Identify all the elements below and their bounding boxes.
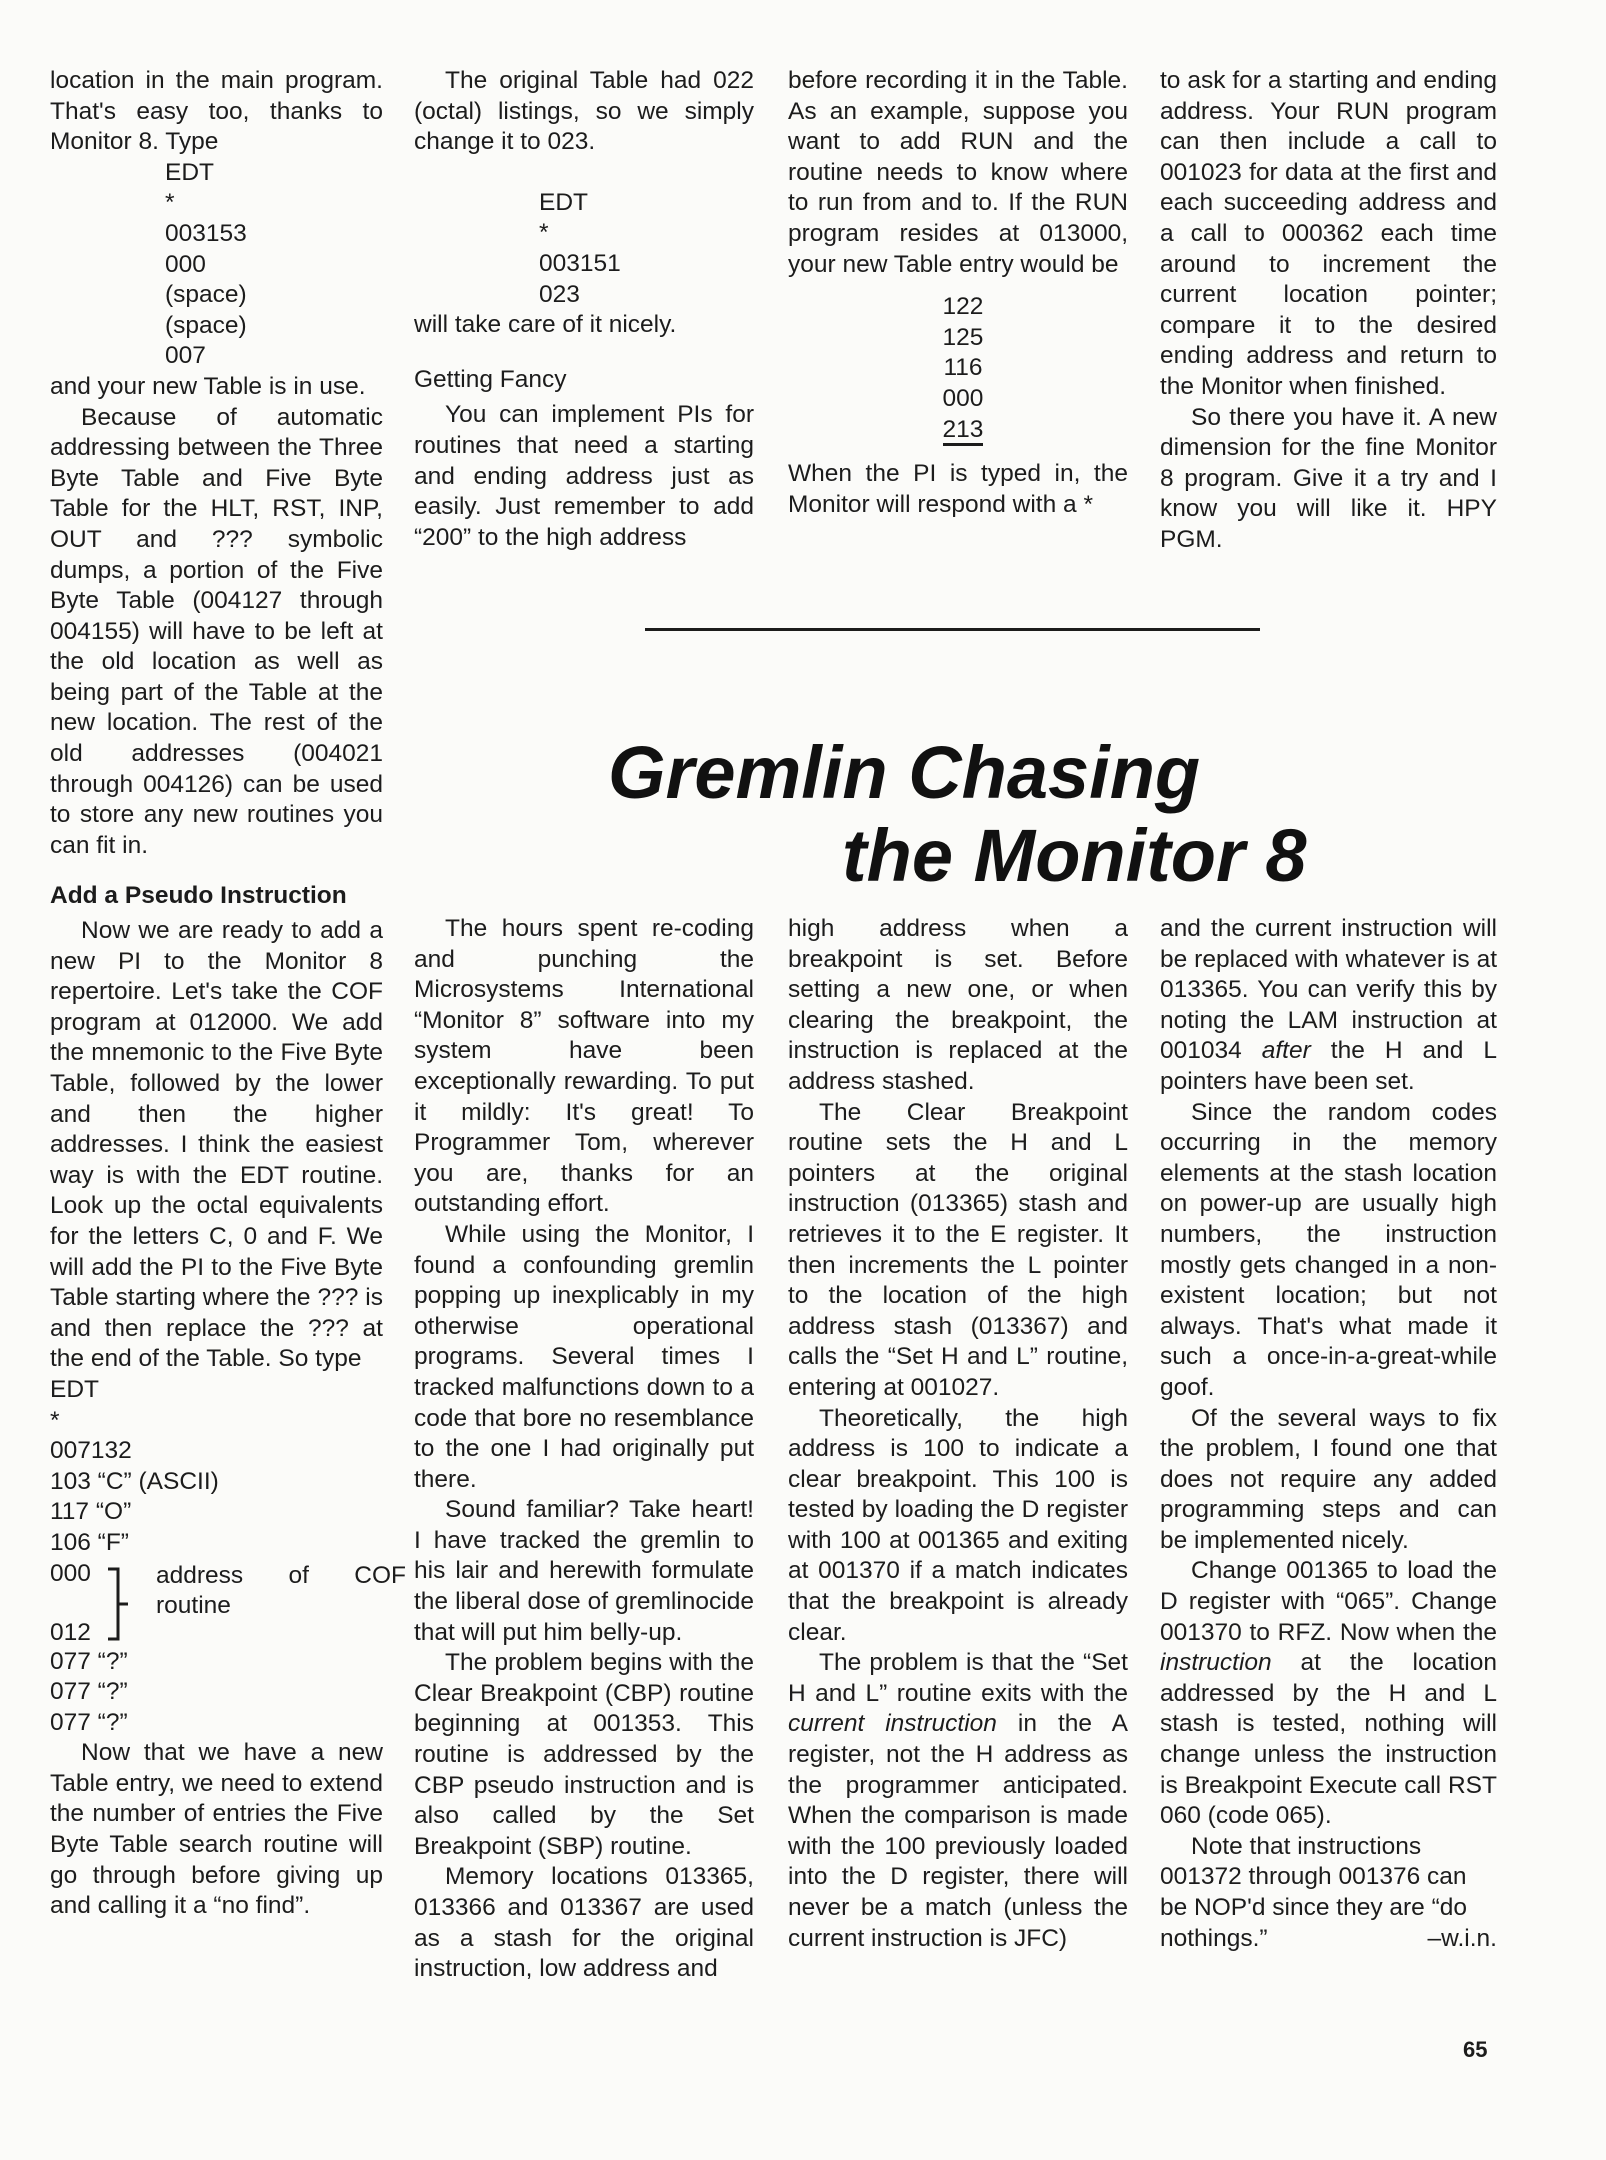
code-block bbox=[50, 1647, 383, 1739]
article-column-3 bbox=[788, 914, 1128, 1954]
text-run: Change 001365 to load the D register with “065”. Change 001370 to RFZ. Now when the bbox=[1160, 1557, 1497, 1646]
author-signature: –w.i.n. bbox=[1427, 1924, 1497, 1952]
code-line: 000 bbox=[165, 250, 206, 278]
code-block bbox=[50, 158, 383, 372]
code-line: 106 “F” bbox=[50, 1528, 129, 1556]
code-line: EDT bbox=[539, 188, 588, 216]
code-line: * bbox=[50, 1406, 60, 1434]
paragraph: When the PI is typed in, the Monitor will respond with a * bbox=[788, 460, 1128, 518]
paragraph: Because of automatic addressing between the Three Byte Table and Five Byte Table for the HLT, RST, INP, OUT and ??? symbolic dumps, a portion of the Five Byte Table (004127 through 004155) will have to be left at the old location as well as being part of the Table at the new location. The rest of the old addresses (004021 through 004126) can be used to store any new routines you can fit in. bbox=[50, 403, 383, 859]
paragraph: Since the random codes occurring in the memory elements at the stash location on power-up are usually high numbers, the instruction mostly gets changed in a non-existent location; but not always. That's what made it such a once-in-a-great-while goof. bbox=[1160, 1098, 1497, 1401]
section-divider bbox=[645, 628, 1260, 631]
article-column-4 bbox=[1160, 914, 1497, 1954]
paragraph: to ask for a starting and ending address. Your RUN program can then include a call to 001023 for data at the first and each succeeding address and a call to 000362 each time around to increment the current location pointer; compare it to the desired ending address and return to the Monitor when finished. bbox=[1160, 67, 1497, 400]
code-block bbox=[50, 1375, 383, 1559]
paragraph: high address when a breakpoint is set. Before setting a new one, or when clearing the breakpoint, the instruction is replaced at the address stashed. bbox=[788, 915, 1128, 1095]
text-run: Note that instructions 001372 through 001376 can be NOP'd since they are “do nothings.” bbox=[1160, 1832, 1468, 1952]
top-column-2 bbox=[414, 66, 754, 553]
article-title-line-2: the Monitor 8 bbox=[842, 814, 1307, 897]
code-line: 003153 bbox=[165, 219, 247, 247]
paragraph: The hours spent re-coding and punching the Microsystems International “Monitor 8” software into my system have been exceptionally rewarding. To put it mildly: It's great! To Programmer Tom, wherever you are, thanks for an outstanding effort. bbox=[414, 915, 754, 1218]
code-block bbox=[788, 292, 993, 445]
code-line: 117 “O” bbox=[50, 1498, 132, 1526]
address-bracket bbox=[50, 1559, 406, 1647]
code-line: 122 bbox=[942, 293, 984, 321]
paragraph: Now we are ready to add a new PI to the Monitor 8 repertoire. Let's take the COF program at 012000. We add the mnemonic to the Five Byte Table, followed by the lower and then the higher addresses. I think the easiest way is with the EDT routine. Look up the octal equivalents for the letters C, 0 and F. We will add the PI to the Five Byte Table starting where the ??? is and then replace the ??? at the end of the Table. So type bbox=[50, 917, 383, 1373]
section-heading: Add a Pseudo Instruction bbox=[50, 882, 347, 910]
code-line: EDT bbox=[50, 1375, 99, 1403]
code-line: 213 bbox=[943, 416, 984, 446]
paragraph: location in the main program. That's easy too, thanks to Monitor 8. Type bbox=[50, 67, 383, 156]
paragraph: The Clear Breakpoint routine sets the H and L pointers at the original instruction (013365) stash and retrieves it to the E register. It then increments the L pointer to the location of the high address stash (013367) and calls the “Set H and L” routine, entering at 001027. bbox=[788, 1098, 1128, 1401]
emphasis: after bbox=[1261, 1037, 1311, 1065]
paragraph bbox=[788, 1648, 1128, 1954]
paragraph: So there you have it. A new dimension for the fine Monitor 8 program. Give it a try and I know you will like it. HPY PGM. bbox=[1160, 403, 1497, 553]
code-line: 007132 bbox=[50, 1437, 132, 1465]
code-line: 007 bbox=[165, 342, 206, 370]
code-line: * bbox=[539, 219, 549, 247]
code-line: 116 bbox=[943, 354, 983, 382]
code-line: (space) bbox=[165, 281, 247, 309]
code-line: 125 bbox=[942, 323, 984, 351]
paragraph: and your new Table is in use. bbox=[50, 372, 366, 400]
paragraph: Memory locations 013365, 013366 and 013367 are used as a stash for the original instruction, low address and bbox=[414, 1863, 754, 1983]
code-line: 077 “?” bbox=[50, 1647, 128, 1675]
paragraph: before recording it in the Table. As an example, suppose you want to add RUN and the routine needs to know where to run from and to. If the RUN program resides at 013000, your new Table entry would be bbox=[788, 67, 1128, 278]
paragraph: You can implement PIs for routines that need a starting and ending address just as easily. Just remember to add “200” to the high address bbox=[414, 401, 754, 551]
brace-icon bbox=[106, 1567, 136, 1643]
text-run: at the location addressed by the H and L stash is tested, nothing will change unless the instruction is Breakpoint Execute call RST 060 (code 065). bbox=[1160, 1649, 1497, 1830]
code-line: 077 “?” bbox=[50, 1708, 128, 1736]
text-run: and the current instruction will be replaced with whatever is at 013365. You can verify this by noting the LAM instruction at 001034 bbox=[1160, 915, 1497, 1065]
code-line: (space) bbox=[165, 311, 247, 339]
code-line: 103 “C” (ASCII) bbox=[50, 1467, 219, 1495]
paragraph: While using the Monitor, I found a confounding gremlin popping up inexplicably in my otherwise operational programs. Several times I tracked malfunctions down to a code that bore no resemblance to the one I had originally put there. bbox=[414, 1220, 754, 1493]
text-run: in the A register, not the H address as the programmer anticipated. When the comparison is made with the 100 previously loaded into the D register, there will never be a match (unless the current instruction is JFC) bbox=[788, 1710, 1128, 1952]
text-run: The problem is that the “Set H and L” routine exits with the bbox=[788, 1649, 1128, 1707]
article-column-2 bbox=[414, 914, 754, 1985]
code-block bbox=[414, 188, 754, 310]
paragraph: Now that we have a new Table entry, we need to extend the number of entries the Five Byte Table search routine will go through before giving up and calling it a “no find”. bbox=[50, 1739, 383, 1920]
code-line: 000 bbox=[50, 1559, 91, 1587]
top-column-1 bbox=[50, 66, 406, 1922]
paragraph bbox=[1160, 1556, 1497, 1831]
code-line: EDT bbox=[165, 158, 214, 186]
emphasis: current instruction bbox=[788, 1710, 997, 1738]
paragraph: will take care of it nicely. bbox=[414, 311, 677, 339]
code-line: 023 bbox=[539, 280, 580, 308]
code-line: * bbox=[165, 189, 175, 217]
emphasis: instruction bbox=[1160, 1649, 1272, 1677]
section-heading: Getting Fancy bbox=[414, 365, 567, 393]
paragraph: The problem begins with the Clear Breakpoint (CBP) routine beginning at 001353. This routine is addressed by the CBP pseudo instruction and is also called by the Set Breakpoint (SBP) routine. bbox=[414, 1649, 754, 1860]
bracket-label: address of COF routine bbox=[156, 1561, 406, 1619]
top-column-4 bbox=[1160, 66, 1497, 556]
paragraph: Of the several ways to fix the problem, I found one that does not require any added programming steps and can be implemented nicely. bbox=[1160, 1404, 1497, 1554]
code-line: 000 bbox=[942, 384, 984, 412]
text-run: the H and L pointers have been set. bbox=[1160, 1037, 1498, 1095]
paragraph bbox=[1160, 1832, 1497, 1954]
code-line: 003151 bbox=[539, 249, 621, 277]
article-title-line-1: Gremlin Chasing bbox=[608, 731, 1201, 814]
page-number: 65 bbox=[1463, 2037, 1488, 2062]
code-line: 012 bbox=[50, 1618, 91, 1646]
top-column-3 bbox=[788, 66, 1128, 520]
paragraph: The original Table had 022 (octal) listings, so we simply change it to 023. bbox=[414, 67, 754, 156]
code-line: 077 “?” bbox=[50, 1678, 128, 1706]
paragraph bbox=[1160, 914, 1497, 1098]
paragraph: Theoretically, the high address is 100 to indicate a clear breakpoint. This 100 is tested by loading the D register with 100 at 001365 and exiting at 001370 if a match indicates that the breakpoint is already clear. bbox=[788, 1404, 1128, 1646]
paragraph: Sound familiar? Take heart! I have tracked the gremlin to his lair and herewith formulate the liberal dose of gremlinocide that will put him belly-up. bbox=[414, 1496, 754, 1646]
